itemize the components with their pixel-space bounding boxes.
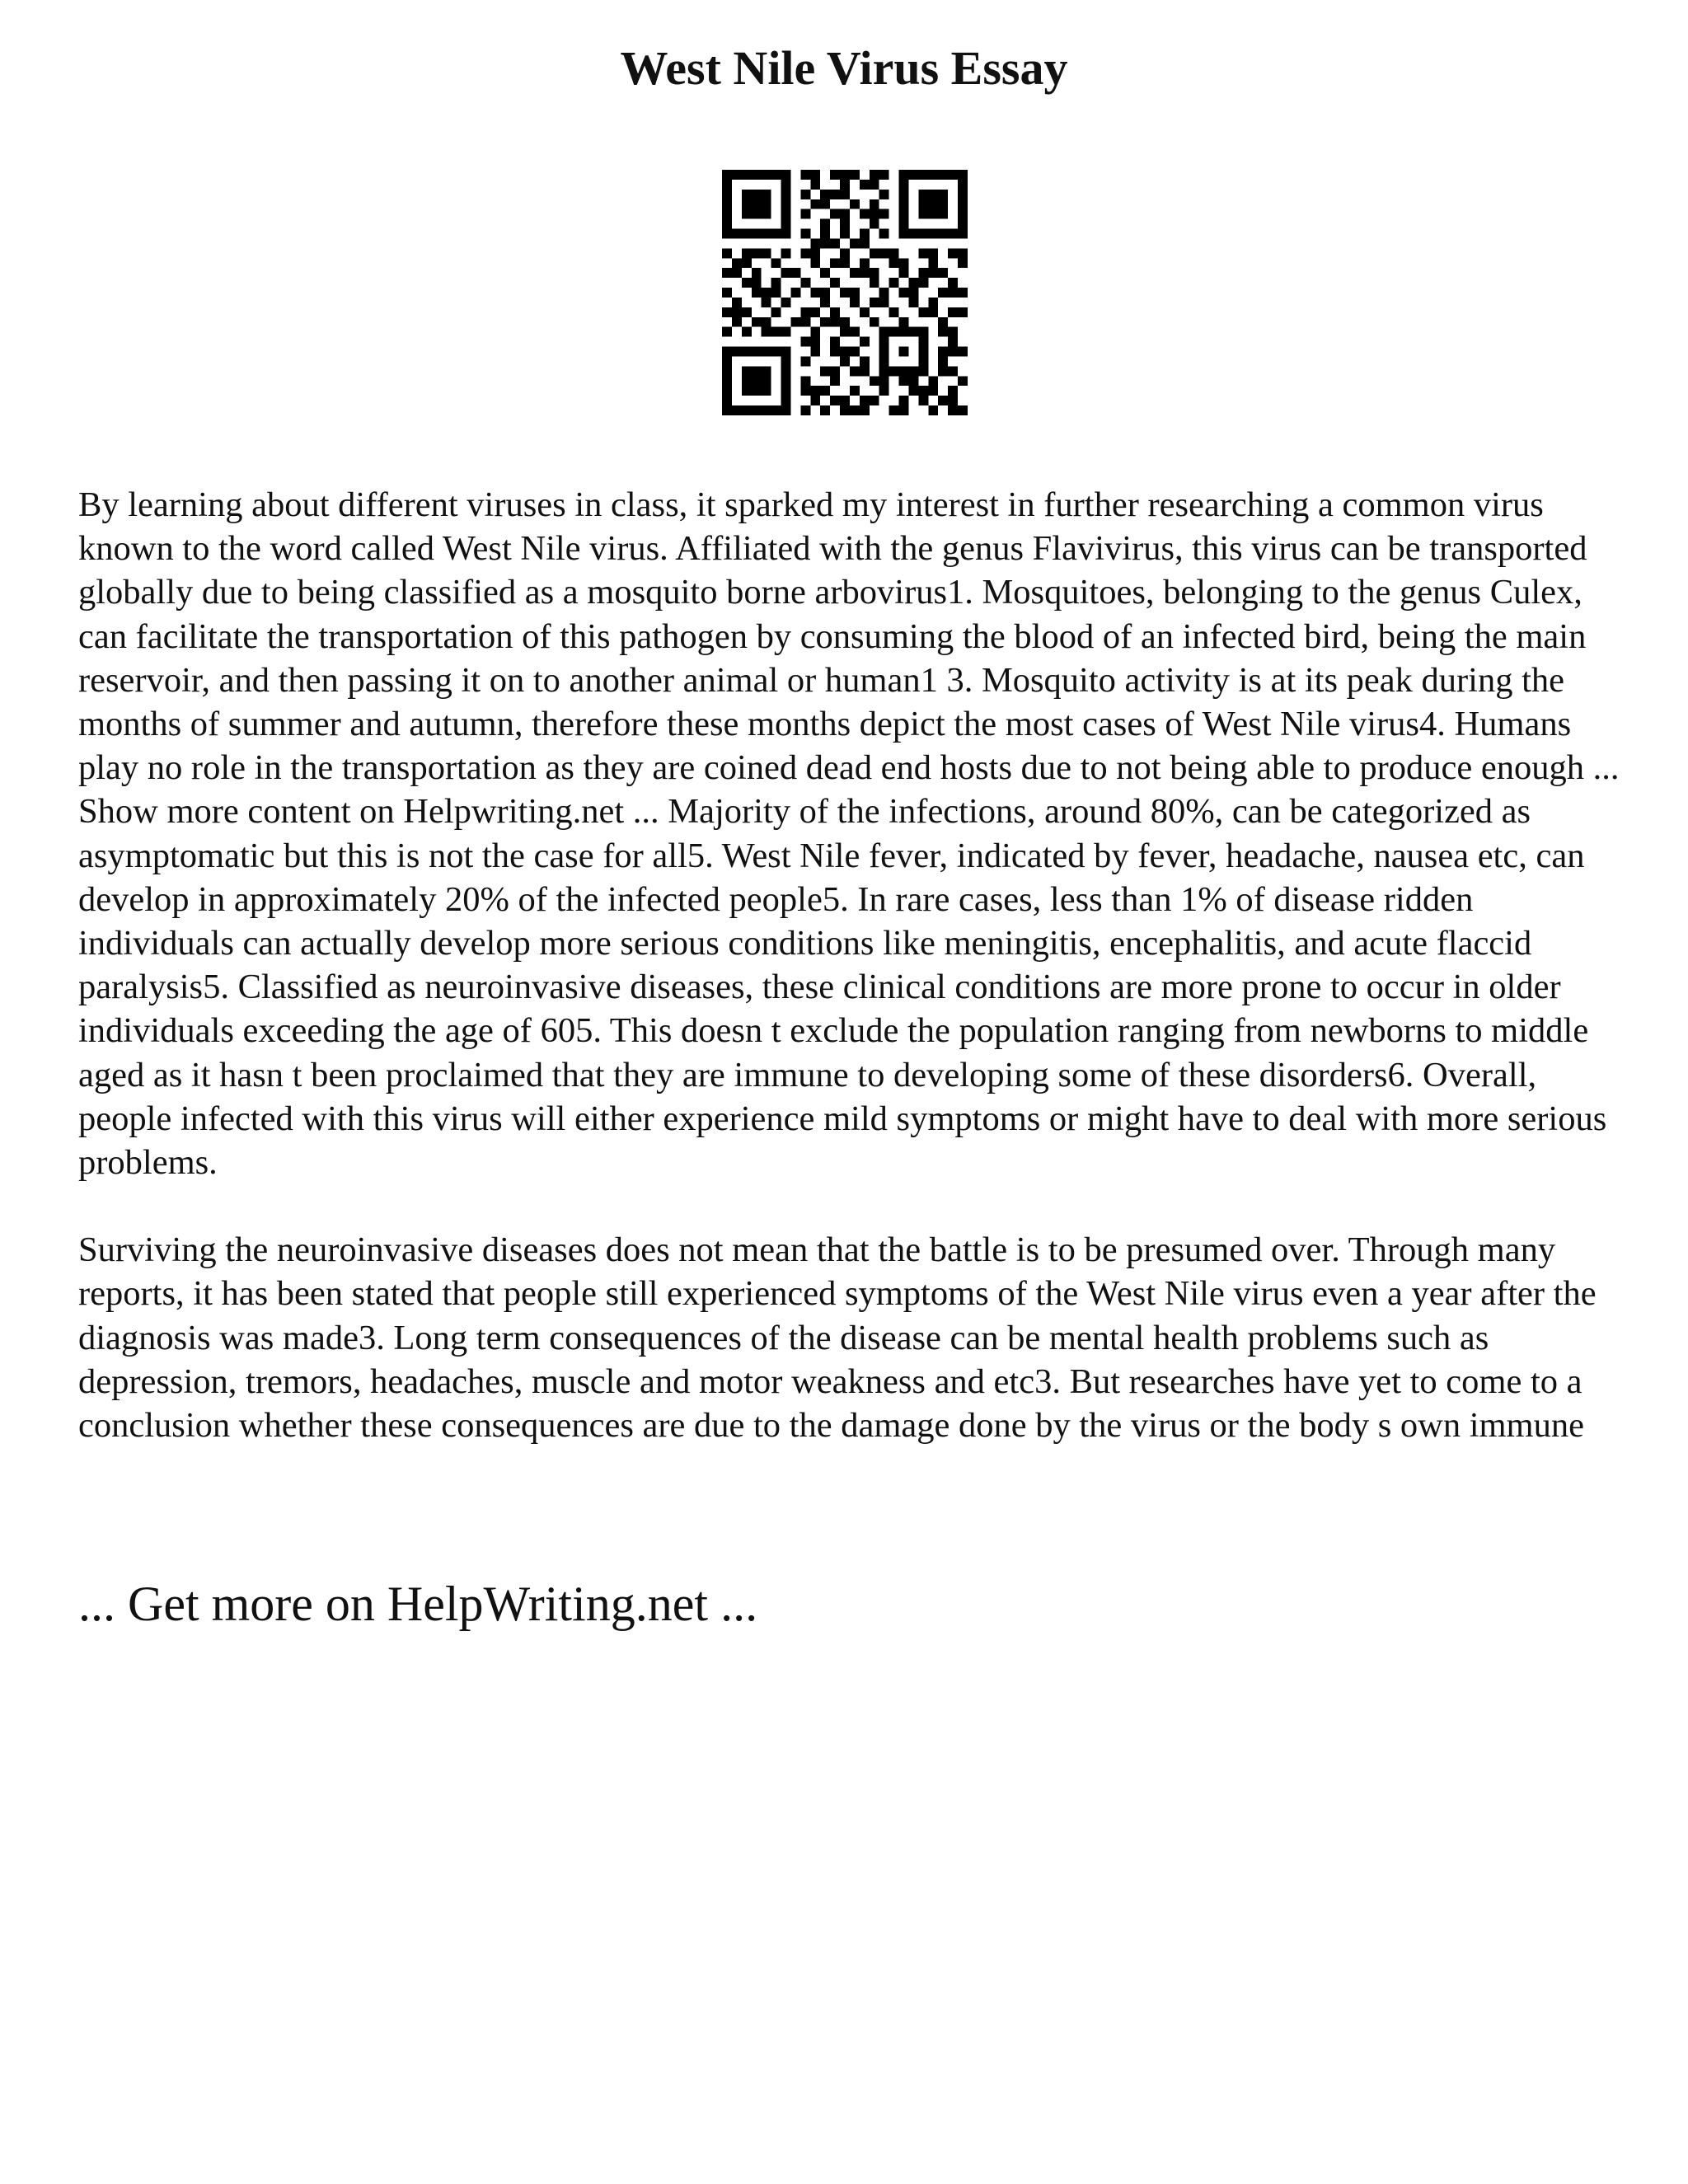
essay-paragraph: Surviving the neuroinvasive diseases does not mean that the battle is to be presumed over. Through many reports, it has been stated that people still experienced symptoms of the West Nile virus even a year after the diagnosis was made3. Long term consequences of the disease can be mental health problems such as depression, tremors, headaches, muscle and motor weakness and etc3. But researches have yet to come to a conclusion whether these consequences are due to the damage done by the virus or the body s own immune xyxy=(78,1230,1597,1446)
qr-code-icon xyxy=(722,170,968,415)
essay-paragraph: By learning about different viruses in class, it sparked my interest in further researching a common virus known to the word called West Nile virus. Affiliated with the genus Flavivirus, this virus can be transported globally due to being classified as a mosquito borne arbovirus1. Mosquitoes, belonging to the genus Culex, can facilitate the transportation of this pathogen by consuming the blood of an infected bird, being the main reservoir, and then passing it on to another animal or human1 3. Mosquito activity is at its peak during the months of summer and autumn, therefore these months depict the most cases of West Nile virus4. Humans play no role in the transportation as they are coined dead end hosts due to not being able to produce enough ... Show more content on Helpwriting.net ... Majority of the infections, around 80%, can be categorized as asymptomatic but this is not the case for all5. West Nile fever, indicated by fever, headache, nausea etc, can develop in approximately 20% of the infected people5. In rare cases, less than 1% of disease ridden individuals can actually develop more serious conditions like meningitis, encephalitis, and acute flaccid paralysis5. Classified as neuroinvasive diseases, these clinical conditions are more prone to occur in older individuals exceeding the age of 605. This doesn t exclude the population ranging from newborns to middle aged as it hasn t been proclaimed that they are immune to developing some of these disorders6. Overall, people infected with this virus will either experience mild symptoms or might have to deal with more serious problems. xyxy=(78,485,1620,1183)
get-more-link[interactable]: ... Get more on HelpWriting.net ... xyxy=(78,1577,758,1631)
page-title: West Nile Virus Essay xyxy=(620,41,1068,95)
essay-body xyxy=(78,483,1628,1491)
